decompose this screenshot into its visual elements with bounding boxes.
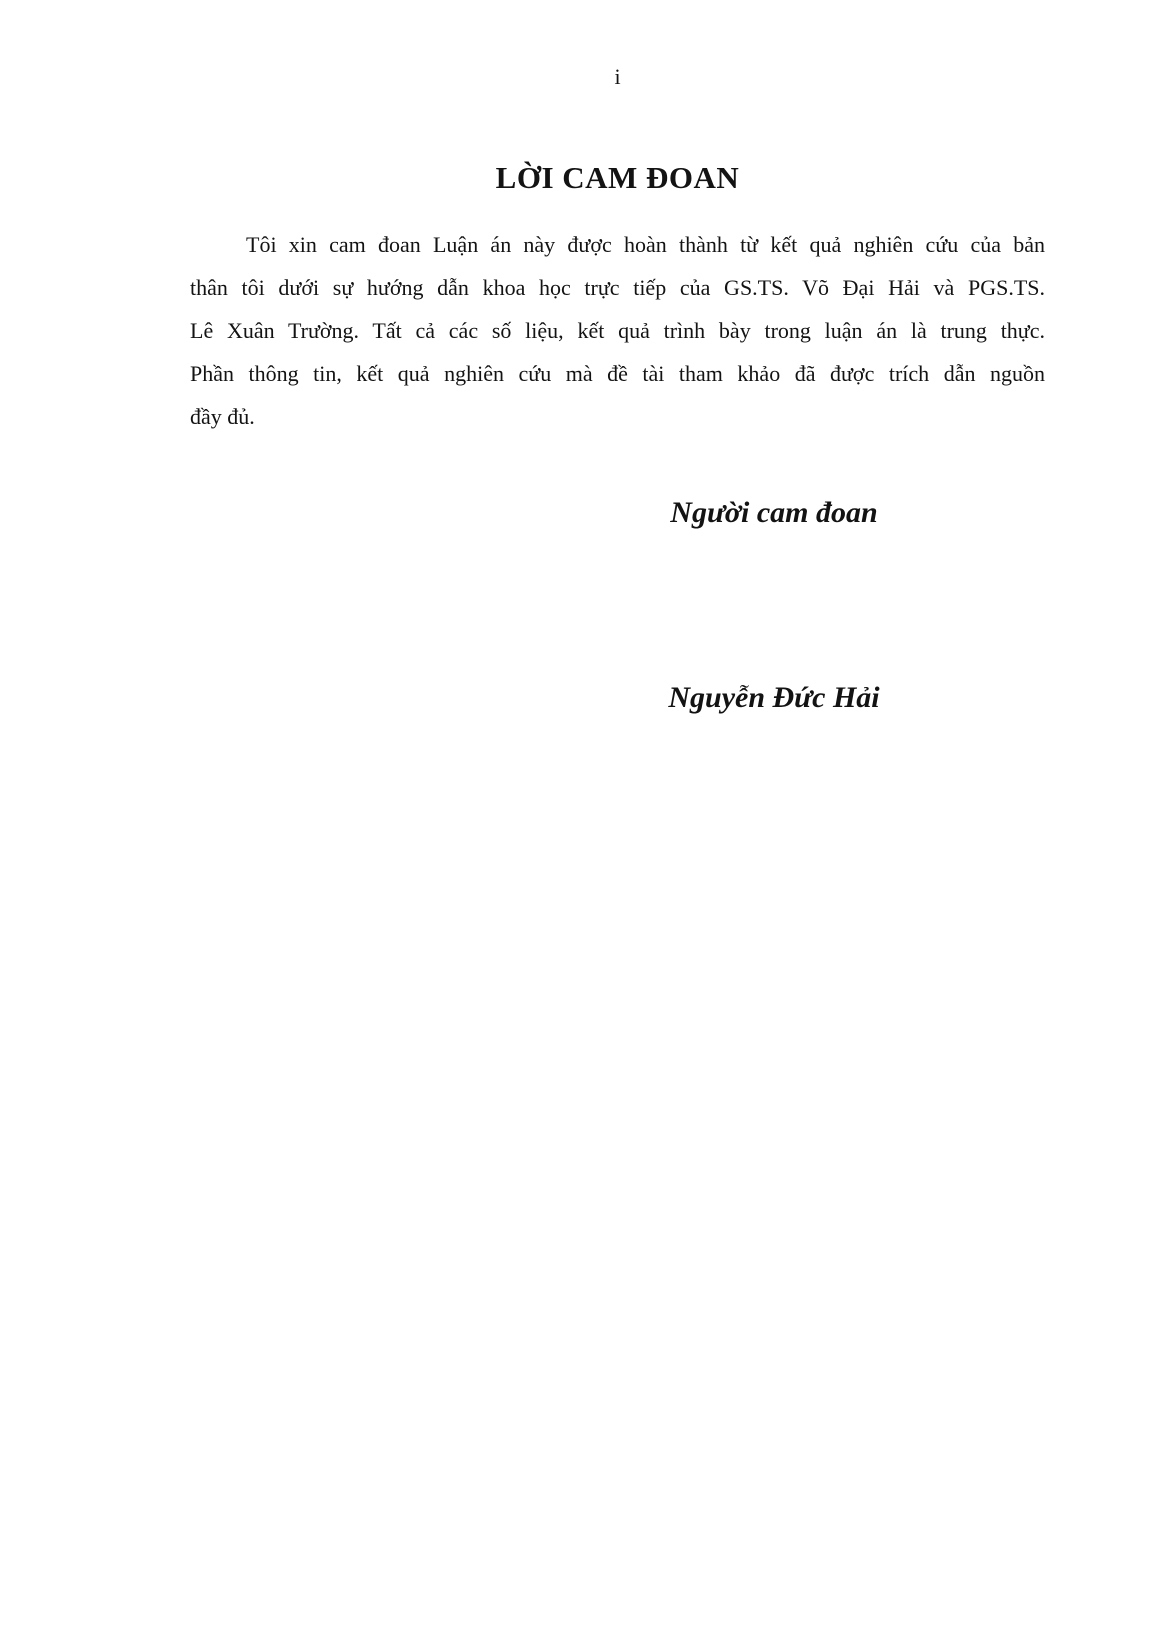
paragraph-line: thân tôi dưới sự hướng dẫn khoa học trực tiếp của GS.TS. Võ Đại Hải và PGS.TS. [190, 275, 1045, 300]
paragraph-line: Lê Xuân Trường. Tất cả các số liệu, kết quả trình bày trong luận án là trung thực. [190, 318, 1045, 343]
paragraph-line: Tôi xin cam đoan Luận án này được hoàn thành từ kết quả nghiên cứu của bản [246, 232, 1045, 257]
signature-role: Người cam đoan [670, 496, 878, 529]
declaration-paragraph [190, 223, 1045, 438]
page-title: LỜI CAM ĐOAN [495, 160, 740, 195]
page-number: i [614, 64, 621, 89]
signature-name: Nguyễn Đức Hải [668, 681, 880, 714]
paragraph-line: Phần thông tin, kết quả nghiên cứu mà đề tài tham khảo đã được trích dẫn nguồn [190, 361, 1045, 386]
paragraph-line: đầy đủ. [190, 404, 255, 429]
